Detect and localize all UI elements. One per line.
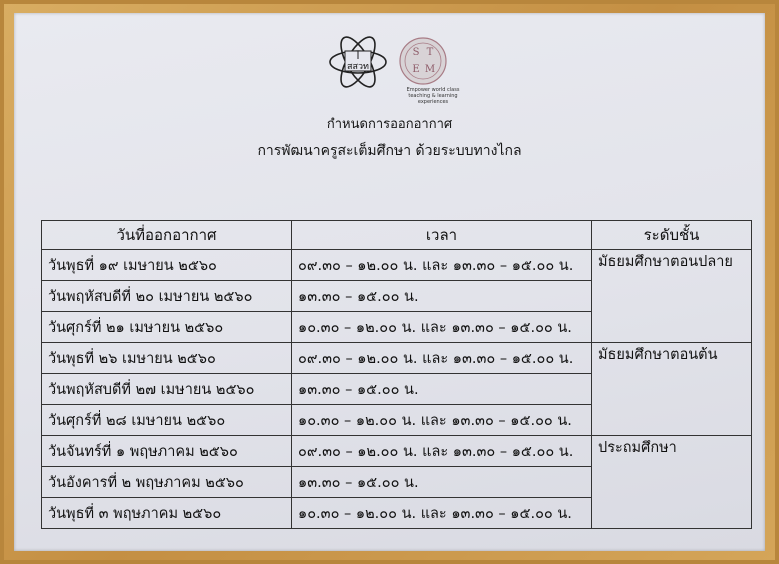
time-cell: ๑๐.๓๐ – ๑๒.๐๐ น. และ ๑๓.๓๐ – ๑๕.๐๐ น. (292, 312, 592, 343)
time-cell: ๑๓.๓๐ – ๑๕.๐๐ น. (292, 467, 592, 498)
table-row (42, 250, 752, 281)
time-cell: ๐๙.๓๐ – ๑๒.๐๐ น. และ ๑๓.๓๐ – ๑๕.๐๐ น. (292, 250, 592, 281)
logo-tagline (393, 87, 473, 105)
broadcast-schedule-table (41, 220, 752, 529)
date-cell: วันอังคารที่ ๒ พฤษภาคม ๒๕๖๐ (42, 467, 292, 498)
time-cell: ๑๐.๓๐ – ๑๒.๐๐ น. และ ๑๓.๓๐ – ๑๕.๐๐ น. (292, 498, 592, 529)
header-level: ระดับชั้น (592, 221, 752, 250)
level-cell-lower-secondary: มัธยมศึกษาตอนต้น (592, 343, 752, 436)
header-broadcast-date: วันที่ออกอากาศ (42, 221, 292, 250)
tagline-line-1: Empower world class (406, 87, 460, 93)
seal-letter-s: S (412, 47, 420, 58)
date-cell: วันพุธที่ ๑๙ เมษายน ๒๕๖๐ (42, 250, 292, 281)
table-row (42, 436, 752, 467)
date-cell: วันพุธที่ ๒๖ เมษายน ๒๕๖๐ (42, 343, 292, 374)
tagline-line-2: teaching & learning experiences (408, 93, 458, 105)
date-cell: วันศุกร์ที่ ๒๘ เมษายน ๒๕๖๐ (42, 405, 292, 436)
time-cell: ๐๙.๓๐ – ๑๒.๐๐ น. และ ๑๓.๓๐ – ๑๕.๐๐ น. (292, 343, 592, 374)
date-cell: วันจันทร์ที่ ๑ พฤษภาคม ๒๕๖๐ (42, 436, 292, 467)
schedule-subtitle: การพัฒนาครูสะเต็มศึกษา ด้วยระบบทางไกล (257, 143, 522, 159)
atom-logo-text: สสวท (347, 62, 369, 72)
date-cell: วันพฤหัสบดีที่ ๒๐ เมษายน ๒๕๖๐ (42, 281, 292, 312)
seal-letter-e: E (412, 64, 420, 75)
ipst-atom-logo (327, 31, 389, 93)
header-logos (327, 31, 467, 111)
document-page (14, 13, 765, 551)
date-cell: วันพุธที่ ๓ พฤษภาคม ๒๕๖๐ (42, 498, 292, 529)
time-cell: ๑๓.๓๐ – ๑๕.๐๐ น. (292, 281, 592, 312)
header-time: เวลา (292, 221, 592, 250)
level-cell-upper-secondary: มัธยมศึกษาตอนปลาย (592, 250, 752, 343)
time-cell: ๐๙.๓๐ – ๑๒.๐๐ น. และ ๑๓.๓๐ – ๑๕.๐๐ น. (292, 436, 592, 467)
time-cell: ๑๓.๓๐ – ๑๕.๐๐ น. (292, 374, 592, 405)
level-cell-primary: ประถมศึกษา (592, 436, 752, 529)
date-cell: วันศุกร์ที่ ๒๑ เมษายน ๒๕๖๐ (42, 312, 292, 343)
date-cell: วันพฤหัสบดีที่ ๒๗ เมษายน ๒๕๖๐ (42, 374, 292, 405)
table-row (42, 343, 752, 374)
seal-letter-t: T (426, 47, 434, 58)
time-cell: ๑๐.๓๐ – ๑๒.๐๐ น. และ ๑๓.๓๐ – ๑๕.๐๐ น. (292, 405, 592, 436)
schedule-title: กำหนดการออกอากาศ (326, 117, 453, 132)
seal-letter-m: M (424, 64, 436, 75)
table-header-row (42, 221, 752, 250)
stem-seal-logo (397, 35, 449, 87)
